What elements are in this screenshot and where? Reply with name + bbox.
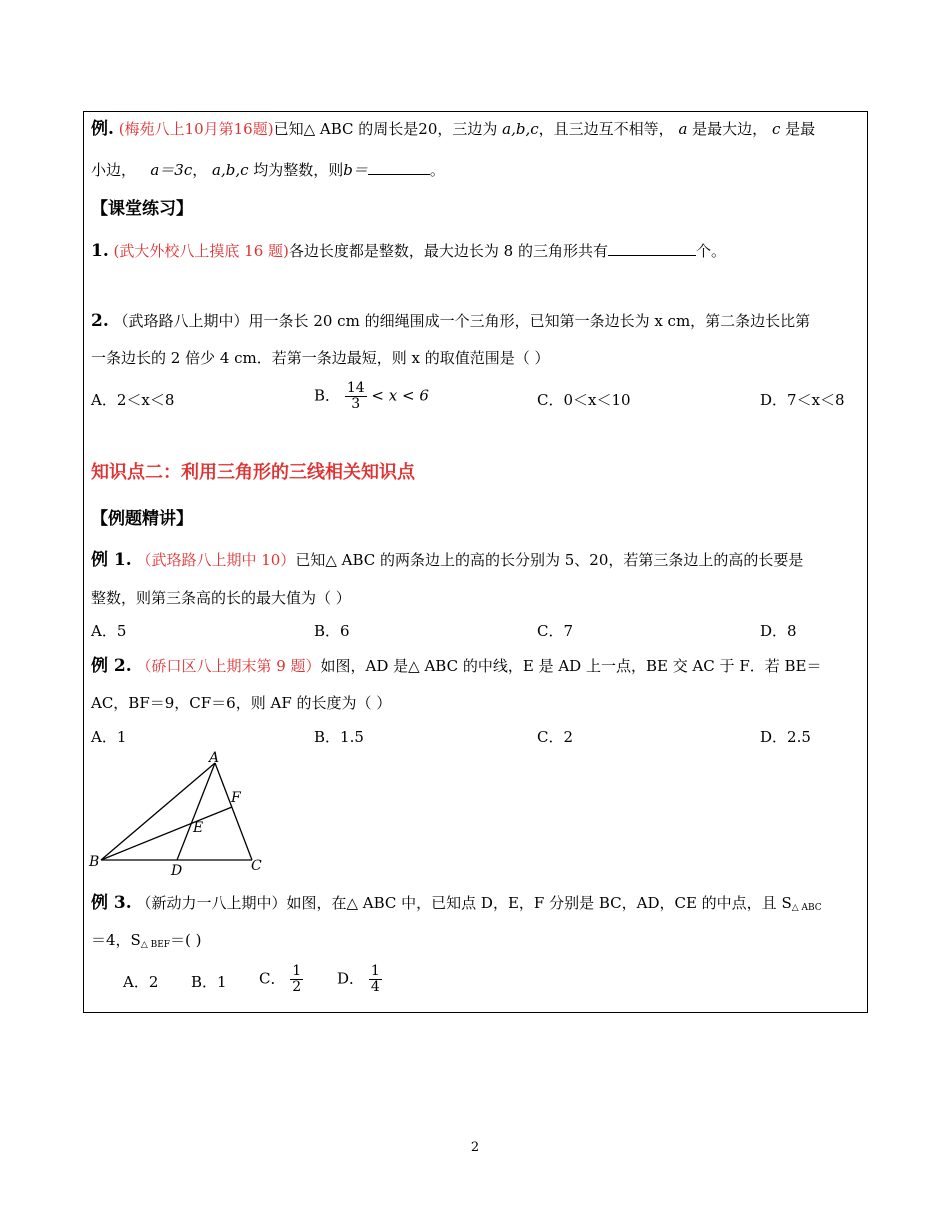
fraction-1-2: $\frac{1}{2}$ [292,963,302,995]
example-3-option-d[interactable] [337,964,382,995]
example-0-text1: 已知△ ABC 的周长是20，三边为 [273,120,498,138]
example-3-source: （新动力一八上期中） [136,894,287,912]
question-2-option-c[interactable]: C．0＜x＜10 [537,391,631,409]
page-number: 2 [470,1140,480,1155]
question-2-option-d[interactable]: D．7＜x＜8 [760,391,845,409]
example-header: 【例题精讲】 [91,509,193,529]
example-2-option-a[interactable]: A．1 [91,728,127,746]
area-subscript-abc: △ ABC [791,903,822,913]
example-1-label: 例 1. [91,550,132,570]
segment-ad [177,763,215,860]
question-1-end: 个。 [695,242,726,260]
fraction-14-3: $\frac{14}{3}$ [346,380,365,412]
example-1-source: （武珞路八上期中 10） [136,551,296,569]
question-1-number: 1. [91,241,109,261]
example-3-option-c[interactable] [259,964,303,995]
option-b-inequality: < x < 6 [371,386,429,405]
example-3-line2 [91,930,202,955]
example-3-label: 例 3. [91,893,132,913]
question-2-option-b[interactable] [314,381,429,412]
question-2-line1 [91,311,810,331]
example-0-label: 例. [91,119,114,139]
example-1-option-c[interactable]: C．7 [537,622,574,640]
example-2-line2: AC，BF＝9，CF＝6，则 AF 的长度为（ ） [91,694,392,712]
question-1-source: (武大外校八上摸底 16 题) [113,242,289,260]
example-1-text1: 已知△ ABC 的两条边上的高的长分别为 5、20，若第三条边上的高的长要是 [295,551,804,569]
answer-blank[interactable] [608,241,696,256]
example-0-var-c: c [771,120,781,138]
example-0-end: 。 [429,161,445,179]
area-subscript-bef: △ BEF [140,940,171,950]
question-2-option-a[interactable]: A．2＜x＜8 [91,391,175,409]
example-0-text2: ，且三边互不相等， [538,120,674,138]
example-2-option-d[interactable]: D．2.5 [760,728,811,746]
answer-blank[interactable] [368,160,430,175]
question-2-number: 2. [91,311,109,331]
question-2-line2: 一条边长的 2 倍少 4 cm．若第一条边最短，则 x 的取值范围是（ ） [91,349,550,367]
example-3-text3: ＝( ) [170,931,202,949]
segment-bf [101,807,232,860]
section-2-title: 知识点二：利用三角形的三线相关知识点 [91,462,415,483]
label-b: B [89,854,100,870]
example-0-text5: 小边， [91,161,137,179]
question-1-text: 各边长度都是整数，最大边长为 8 的三角形共有 [288,242,608,260]
example-0-vars2: a,b,c [212,161,249,179]
example-1-option-d[interactable]: D．8 [760,622,797,640]
example-3-text1: 如图，在△ ABC 中，已知点 D，E，F 分别是 BC，AD，CE 的中点，且 S [286,894,792,912]
option-b-prefix: B． [314,386,341,405]
example-0-line1 [91,119,815,139]
example-1-option-b[interactable]: B．6 [314,622,350,640]
fraction-1-4: $\frac{1}{4}$ [370,963,380,995]
example-3-option-a[interactable]: A．2 [123,973,159,991]
option-c-prefix: C． [259,969,286,988]
label-d: D [171,863,183,879]
example-3-option-b[interactable]: B．1 [191,973,227,991]
practice-header: 【课堂练习】 [91,199,193,219]
example-0-text6: 均为整数，则 [253,161,344,179]
example-0-comma: ， [192,161,208,179]
example-0-text3: 是最大边， [692,120,768,138]
label-c: C [251,858,262,874]
example-3-text2: ＝4，S [91,931,141,949]
example-1-line1 [91,550,803,570]
label-e: E [193,820,204,836]
example-2-text1: 如图，AD 是△ ABC 的中线，E 是 AD 上一点，BE 交 AC 于 F．若 BE＝ [320,657,822,675]
example-1-option-a[interactable]: A．5 [91,622,127,640]
example-2-line1 [91,656,821,676]
label-a: A [209,750,220,766]
example-2-option-b[interactable]: B．1.5 [314,728,364,746]
segment-ba [101,763,215,860]
example-0-text4: 是最 [785,120,816,138]
example-3-line1 [91,893,822,918]
option-d-prefix: D． [337,969,365,988]
example-0-var-b: b＝ [343,161,368,179]
example-1-line2: 整数，则第三条高的长的最大值为（ ） [91,589,351,607]
example-2-source: （硚口区八上期末第 9 题） [136,657,321,675]
triangle-figure [85,750,275,880]
example-0-equation: a＝3c [150,161,193,179]
example-0-var-a: a [678,120,688,138]
example-2-label: 例 2. [91,656,132,676]
example-0-line2 [91,160,445,180]
example-2-option-c[interactable]: C．2 [537,728,574,746]
example-0-vars: a,b,c [502,120,539,138]
question-2-source: （武珞路八上期中） [113,312,249,330]
question-1 [91,241,726,261]
label-f: F [231,790,241,806]
question-2-text1: 用一条长 20 cm 的细绳围成一个三角形，已知第一条边长为 x cm，第二条边长比第 [248,312,811,330]
example-0-source: (梅苑八上10月第16题) [118,120,274,138]
